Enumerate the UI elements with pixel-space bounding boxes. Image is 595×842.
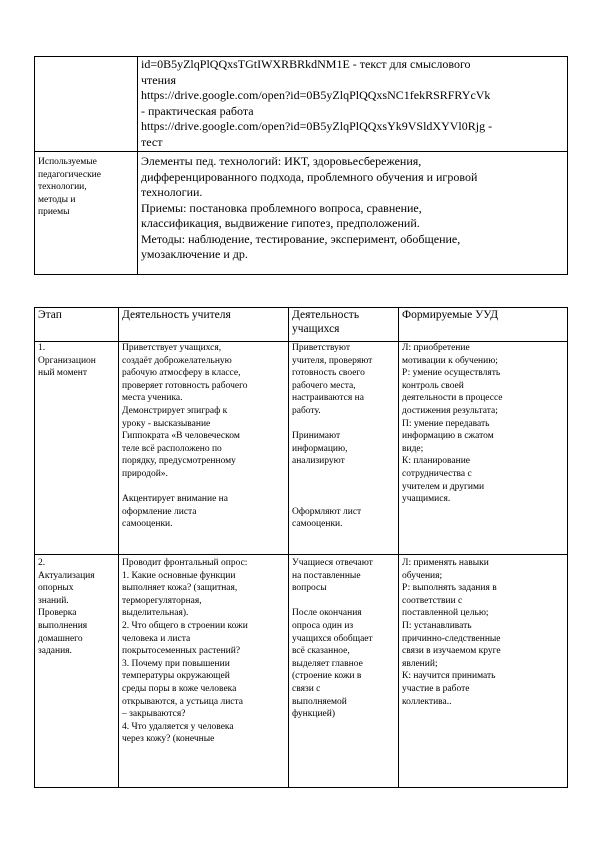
technologies-cell	[138, 152, 568, 275]
blank-line	[122, 481, 285, 494]
text-line: (строение кожи в	[292, 671, 362, 682]
blank-line	[292, 493, 395, 506]
text-line: классификация, выдвижение гипотез, предположений.	[141, 216, 420, 230]
text-line: человека и листа	[122, 633, 191, 644]
text-line: id=0B5yZlqPlQQxsTGtIWXRBRkdNM1E - текст для смыслового	[141, 57, 471, 71]
text-line: сотрудничества с	[402, 468, 472, 479]
text-line: выделительная).	[122, 608, 189, 619]
text-line: связи с	[292, 683, 321, 694]
text-line: рабочую атмосферу в классе,	[122, 368, 241, 379]
text-line: методы и	[38, 194, 76, 205]
text-line: учащимися.	[402, 494, 451, 505]
text-line: технологии.	[141, 185, 203, 199]
text-line: обучения;	[402, 570, 443, 581]
text-line: 2. Что общего в строении кожи	[122, 620, 248, 631]
text-line: Учащиеся отвечают	[292, 558, 373, 568]
table-row	[35, 342, 568, 555]
links-row	[35, 57, 568, 152]
text-line: Актуализация	[38, 570, 95, 581]
text-line: настраиваются на	[292, 393, 364, 404]
text-line: рабочего места,	[292, 380, 356, 391]
blank-line	[292, 418, 395, 431]
text-line: 1. Какие основные функции	[122, 570, 236, 581]
text-line: 1.	[38, 343, 46, 353]
text-line: – закрываются?	[122, 709, 186, 720]
text-line: тест	[141, 134, 163, 149]
text-line: коллектива..	[402, 696, 452, 707]
students-activity-cell	[289, 342, 399, 555]
text-line: Используемые	[38, 157, 97, 167]
text-line: К: планирование	[402, 456, 471, 467]
text-line: После окончания	[292, 608, 362, 619]
text-line: вопросы	[292, 583, 327, 594]
text-line: всё сказанное,	[292, 646, 350, 657]
text-line: Деятельность	[292, 309, 360, 321]
text-line: учащихся	[292, 323, 340, 335]
text-line: приемы	[38, 207, 70, 217]
text-line: Приветствуют	[292, 343, 351, 353]
text-line: температуры окружающей	[122, 671, 230, 682]
text-line: выполняет кожа? (защитная,	[122, 583, 238, 594]
text-line: информацию в сжатом	[402, 431, 494, 442]
text-line: Р: умение осуществлять	[402, 368, 501, 379]
text-line: явлений;	[402, 658, 438, 669]
table-header-row	[35, 308, 568, 342]
text-line: - практическая работа	[141, 103, 254, 118]
teacher-activity-cell	[119, 555, 289, 788]
text-line: информацию,	[292, 443, 348, 454]
text-line: Оформляют лист	[292, 506, 362, 517]
header-uud: Формируемые УУД	[399, 308, 568, 342]
text-line: деятельности в процессе	[402, 393, 503, 404]
text-line: природой».	[122, 468, 168, 479]
text-line: Р: выполнять задания в	[402, 583, 497, 594]
text-line: соответствии с	[402, 595, 463, 606]
text-line: задания.	[38, 646, 72, 657]
methods-table	[34, 56, 568, 275]
text-line: работу.	[292, 405, 321, 416]
text-line: Гиппократа «В человеческом	[122, 431, 240, 442]
text-line: анализируют	[292, 456, 345, 467]
text-line: знаний.	[38, 595, 69, 606]
technologies-row	[35, 152, 568, 275]
lesson-stages-table	[34, 307, 568, 788]
text-line: причинно-следственные	[402, 633, 501, 644]
uud-cell	[399, 555, 568, 788]
text-line: достижения результата;	[402, 405, 498, 416]
text-line: Методы: наблюдение, тестирование, эксперимент, обобщение,	[141, 231, 461, 246]
text-line: Демонстрирует эпиграф к	[122, 405, 228, 416]
text-line: П: устанавливать	[402, 620, 472, 631]
text-line: на поставленные	[292, 570, 361, 581]
text-line: места ученика.	[122, 393, 183, 404]
text-line: выполняемой	[292, 696, 347, 707]
teacher-activity-cell	[119, 342, 289, 555]
text-line: Л: применять навыки	[402, 558, 489, 568]
text-line: К: научится принимать	[402, 671, 496, 682]
text-line: терморегуляторная,	[122, 595, 202, 606]
text-line: технологии,	[38, 182, 87, 192]
text-line: Организацион	[38, 355, 96, 366]
links-row-label	[35, 57, 138, 152]
text-line: 3. Почему при повышении	[122, 658, 230, 669]
header-stage: Этап	[35, 308, 119, 342]
links-cell	[138, 57, 568, 152]
text-line: учащихся обобщает	[292, 633, 373, 644]
text-line: учителем и другими	[402, 481, 485, 492]
text-line: функцией)	[292, 709, 336, 720]
text-line: Проводит фронтальный опрос:	[122, 558, 248, 568]
text-line: Акцентирует внимание на	[122, 494, 228, 505]
table-row	[35, 555, 568, 788]
text-line: через кожу? (конечные	[122, 734, 215, 745]
text-line: оформление листа	[122, 506, 197, 517]
text-line: мотивации к обучению;	[402, 355, 498, 366]
text-line: чтения	[141, 72, 176, 87]
blank-line	[292, 468, 395, 481]
text-line: проверяет готовность рабочего	[122, 380, 248, 391]
stage-cell	[35, 342, 119, 555]
text-line: виде;	[402, 443, 424, 454]
text-line: П: умение передавать	[402, 418, 490, 429]
text-line: самооценки.	[292, 519, 343, 530]
blank-line	[292, 595, 395, 608]
text-line: 4. Что удаляется у человека	[122, 721, 234, 732]
text-line: теле всё расположено по	[122, 443, 222, 454]
text-line: порядку, предусмотренному	[122, 456, 236, 467]
text-line: уроку - высказывание	[122, 418, 211, 429]
text-line: домашнего	[38, 633, 83, 644]
text-line: Проверка	[38, 608, 77, 619]
text-line: 2.	[38, 558, 46, 568]
text-line: педагогические	[38, 169, 101, 180]
text-line: Элементы пед. технологий: ИКТ, здоровьесбережения,	[141, 154, 422, 168]
header-teacher-activity: Деятельность учителя	[119, 308, 289, 342]
text-line: https://drive.google.com/open?id=0B5yZlqPlQQxsYk9VSldXYVl0Rjg -	[141, 119, 493, 133]
text-line: Приветствует учащихся,	[122, 343, 222, 353]
text-line: создаёт доброжелательную	[122, 355, 232, 366]
stage-cell	[35, 555, 119, 788]
students-activity-cell	[289, 555, 399, 788]
text-line: контроль своей	[402, 380, 464, 391]
text-line: опроса один из	[292, 620, 354, 631]
text-line: самооценки.	[122, 519, 173, 530]
text-line: ный момент	[38, 368, 87, 379]
text-line: Принимают	[292, 431, 341, 442]
text-line: участие в работе	[402, 683, 470, 694]
uud-cell	[399, 342, 568, 555]
text-line: выполнения	[38, 620, 88, 631]
text-line: Л: приобретение	[402, 343, 470, 353]
technologies-label	[35, 152, 138, 275]
text-line: https://drive.google.com/open?id=0B5yZlqPlQQxsNC1fekRSRFRYcVk	[141, 88, 491, 102]
text-line: покрытосеменных растений?	[122, 646, 241, 657]
text-line: Приемы: постановка проблемного вопроса, сравнение,	[141, 200, 422, 215]
text-line: среды поры в коже человека	[122, 683, 237, 694]
text-line: выделяет главное	[292, 658, 363, 669]
text-line: открываются, а устьица листа	[122, 696, 244, 707]
text-line: учителя, проверяют	[292, 355, 373, 366]
header-students-activity	[289, 308, 399, 342]
text-line: связи в изучаемом круге	[402, 646, 501, 657]
text-line: готовность своего	[292, 368, 365, 379]
blank-line	[292, 481, 395, 494]
text-line: поставленной целью;	[402, 608, 489, 619]
text-line: опорных	[38, 583, 74, 594]
text-line: умозаключение и др.	[141, 247, 248, 261]
text-line: дифференцированного подхода, проблемного обучения и игровой	[141, 169, 478, 184]
